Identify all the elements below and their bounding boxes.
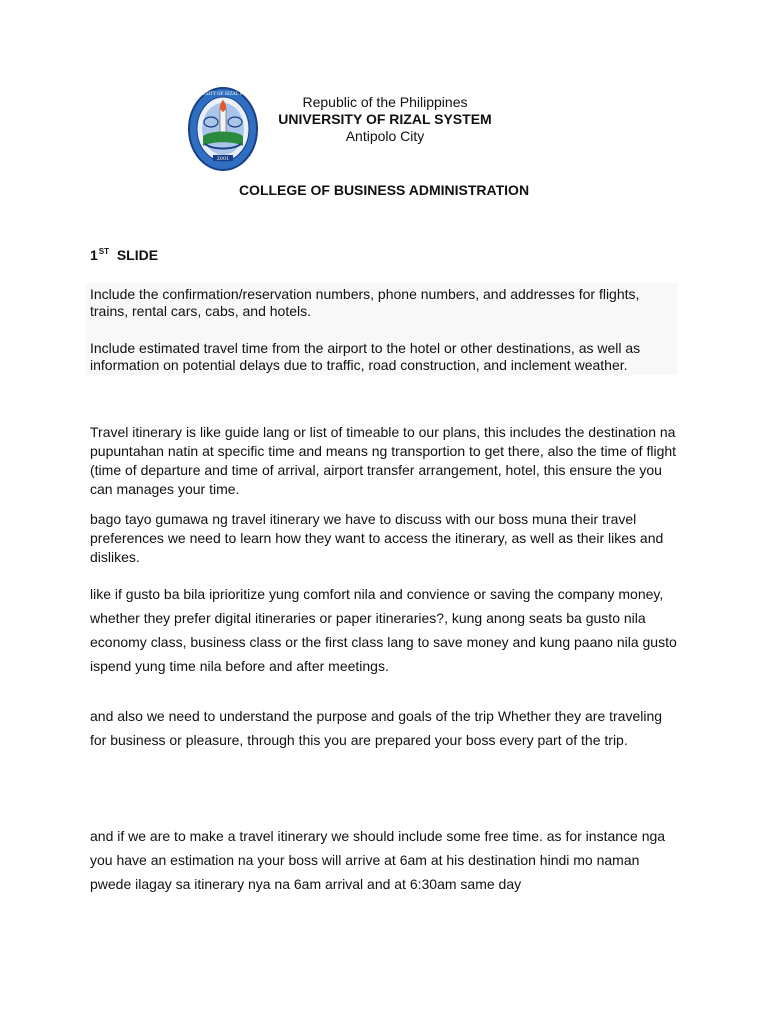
university-name: UNIVERSITY OF RIZAL SYSTEM <box>278 111 492 127</box>
body-paragraph-1: Travel itinerary is like guide lang or list of timeable to our plans, this includes the destination na pupuntahan natin at specific time and means ng transportion to get there, also the time of flight (time of departure and time of arrival, airport transfer arrangement, hotel, this ensure the you can manages your time. <box>90 424 677 497</box>
slide-heading <box>90 247 158 263</box>
shaded-paragraph-1: Include the confirmation/reservation numbers, phone numbers, and addresses for flights, trains, rental cars, cabs, and hotels. <box>90 286 640 319</box>
university-seal-icon <box>187 86 259 172</box>
seal-caption: UNIVERSITY OF RIZAL SYSTEM <box>187 91 259 96</box>
slide-number: 1 <box>90 247 98 263</box>
city-line: Antipolo City <box>345 128 425 144</box>
slide-ordinal: ST <box>98 247 110 256</box>
seal-year: 2001 <box>216 156 230 162</box>
slide-label: SLIDE <box>116 247 159 263</box>
college-title: COLLEGE OF BUSINESS ADMINISTRATION <box>238 182 530 198</box>
body-paragraph-2: bago tayo gumawa ng travel itinerary we have to discuss with our boss muna their travel preferences we need to learn how they want to access the itinerary, as well as their likes and dislikes. <box>90 511 664 565</box>
body-paragraph-3: like if gusto ba bila iprioritize yung comfort nila and convience or saving the company money, whether they prefer digital itineraries or paper itineraries?, kung anong seats ba gusto nila economy class, business class or the first class lang to save money and kung paano nila gusto ispend yung time nila before and after meetings. <box>90 586 677 674</box>
body-paragraph-4: and also we need to understand the purpose and goals of the trip Whether they are traveling for business or pleasure, through this you are prepared your boss every part of the trip. <box>90 708 663 748</box>
body-paragraph-5: and if we are to make a travel itinerary we should include some free time. as for instance nga you have an estimation na your boss will arrive at 6am at his destination hindi mo naman pwede ilagay sa itinerary nya na 6am arrival and at 6:30am same day <box>90 828 666 892</box>
letterhead <box>270 94 500 145</box>
republic-line: Republic of the Philippines <box>302 94 468 110</box>
shaded-paragraph-2: Include estimated travel time from the airport to the hotel or other destinations, as well as information on potential delays due to traffic, road construction, and inclement weather. <box>90 340 641 373</box>
